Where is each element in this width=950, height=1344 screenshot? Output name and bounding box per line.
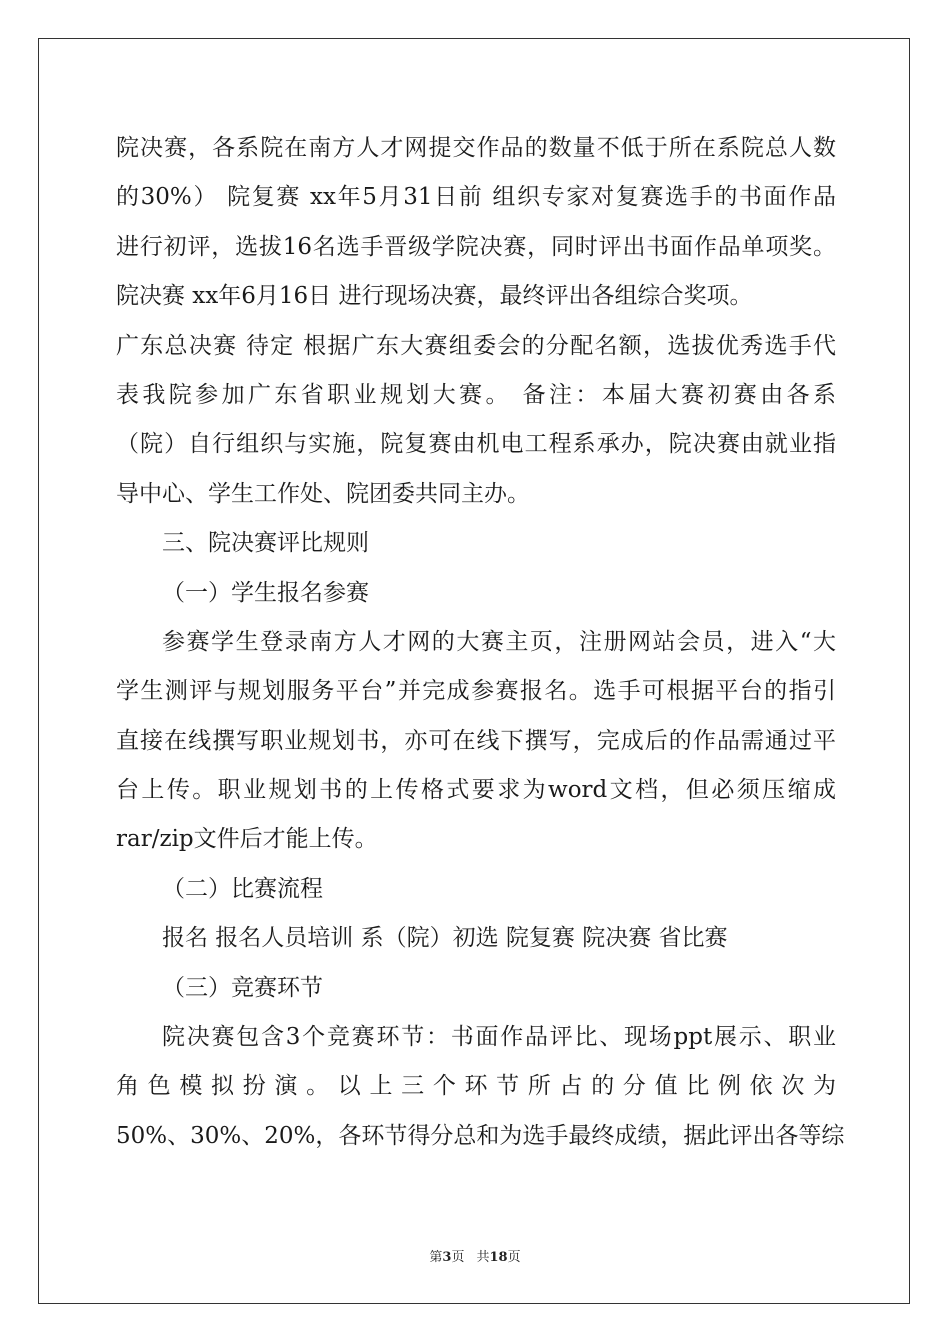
paragraph-line: 导中心、学生工作处、院团委共同主办。 <box>116 480 530 507</box>
subsection-heading: （一）学生报名参赛 <box>162 579 369 606</box>
subsection-heading: （三）竞赛环节 <box>162 974 323 1001</box>
paragraph-line: 广东总决赛 待定 根据广东大赛组委会的分配名额，选拔优秀选手代 <box>116 332 836 359</box>
paragraph-line: 报名 报名人员培训 系（院）初选 院复赛 院决赛 省比赛 <box>162 925 728 952</box>
paragraph-line: 院决赛，各系院在南方人才网提交作品的数量不低于所在系院总人数 <box>116 135 836 161</box>
paragraph-line: 院决赛 xx年6月16日 进行现场决赛，最终评出各组综合奖项。 <box>116 283 753 310</box>
total-unit: 页 <box>507 1250 521 1265</box>
paragraph-line: 进行初评，选拔16名选手晋级学院决赛，同时评出书面作品单项奖。 <box>116 233 836 260</box>
paragraph-line: 的30%） 院复赛 xx年5月31日前 组织专家对复赛选手的书面作品 <box>116 184 836 211</box>
subsection-heading: （二）比赛流程 <box>162 875 323 902</box>
paragraph-line: 院决赛包含3个竞赛环节：书面作品评比、现场ppt展示、职业 <box>162 1024 836 1051</box>
paragraph-line: （院）自行组织与实施，院复赛由机电工程系承办，院决赛由就业指 <box>116 431 836 458</box>
paragraph-line: 角色模拟扮演。以上三个环节所占的分值比例依次为 <box>116 1073 836 1100</box>
paragraph-line: 台上传。职业规划书的上传格式要求为word文档，但必须压缩成 <box>116 777 836 804</box>
paragraph-line: 表我院参加广东省职业规划大赛。 备注：本届大赛初赛由各系 <box>116 381 836 408</box>
paragraph-line: 学生测评与规划服务平台”并完成参赛报名。选手可根据平台的指引 <box>116 678 836 705</box>
current-page-number: 3 <box>442 1250 452 1265</box>
section-heading: 三、院决赛评比规则 <box>162 530 369 557</box>
paragraph-line: 50%、30%、20%，各环节得分总和为选手最终成绩，据此评出各等综 <box>116 1122 845 1149</box>
total-page-number: 18 <box>489 1250 508 1265</box>
paragraph-line: rar/zip文件后才能上传。 <box>116 826 378 853</box>
paragraph-line: 直接在线撰写职业规划书，亦可在线下撰写，完成后的作品需通过平 <box>116 727 836 754</box>
page-footer <box>0 1246 950 1265</box>
page-unit: 页 <box>451 1250 465 1265</box>
document-body <box>116 124 845 1161</box>
page-prefix: 第 <box>429 1250 443 1265</box>
paragraph-line: 参赛学生登录南方人才网的大赛主页，注册网站会员，进入“大 <box>162 628 836 655</box>
total-prefix: 共 <box>476 1250 490 1265</box>
